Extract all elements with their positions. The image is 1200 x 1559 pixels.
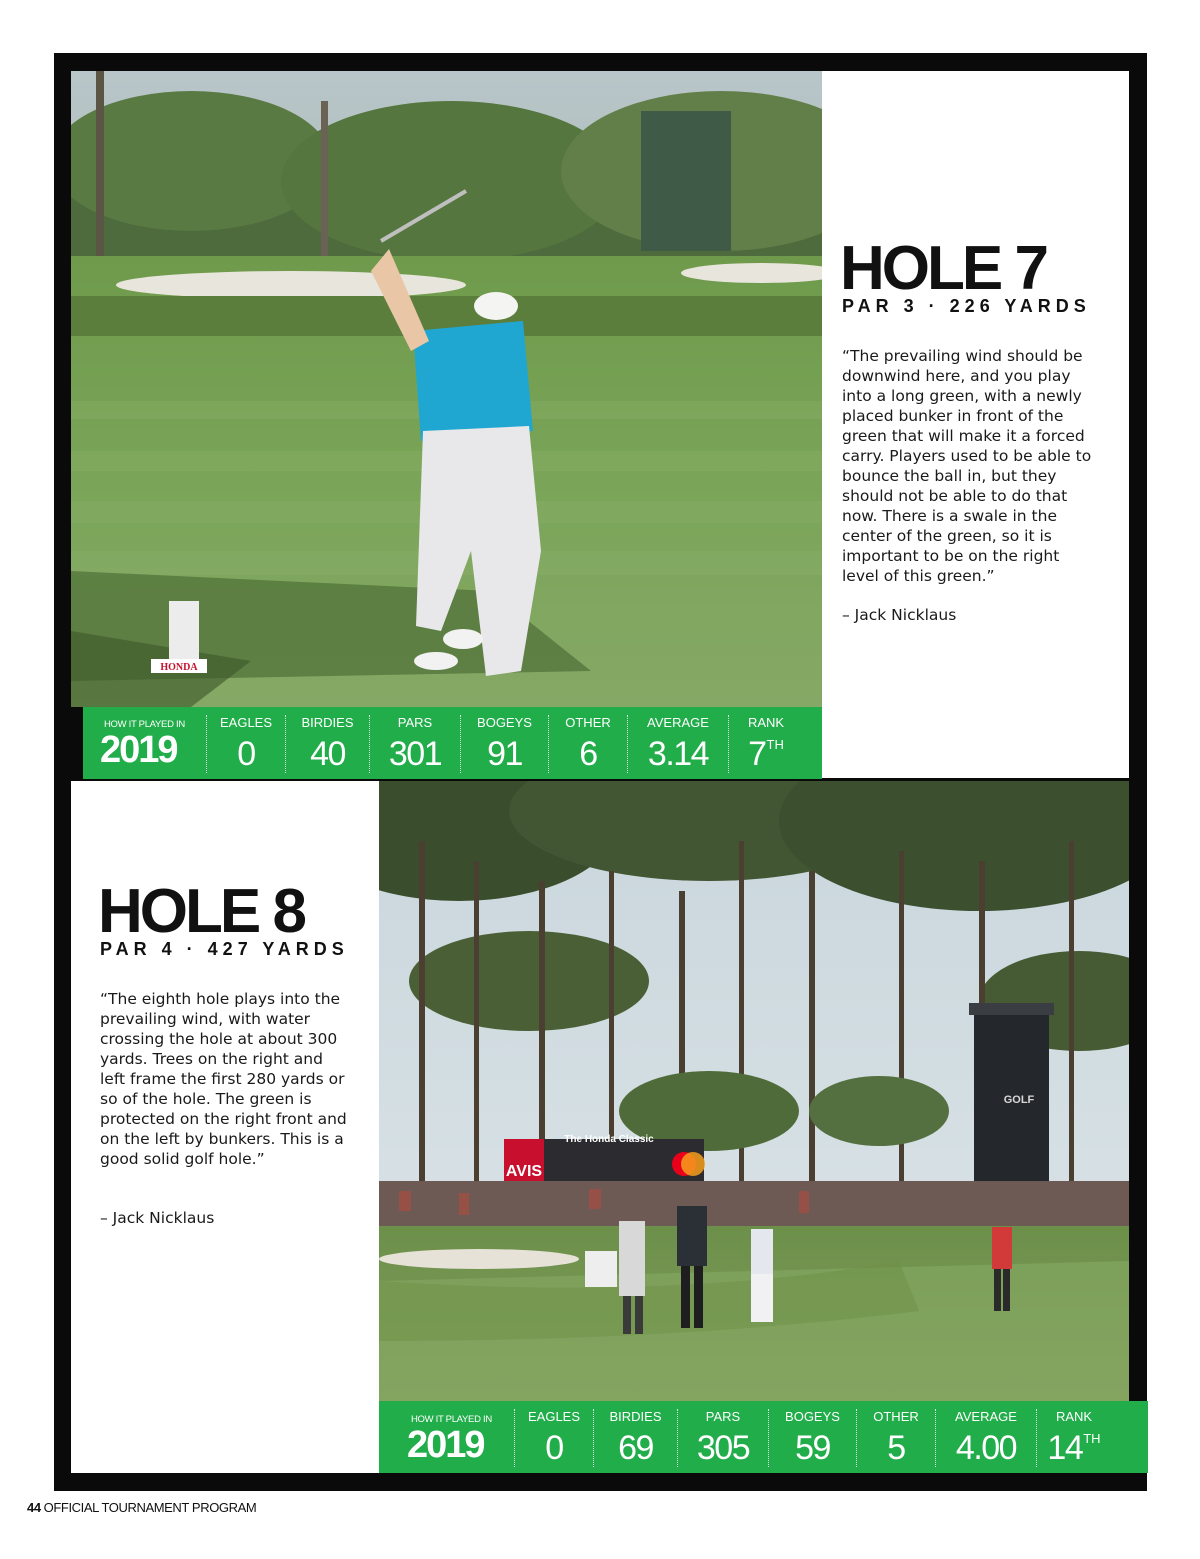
rank-label: RANK (747, 715, 785, 730)
hole8-stat-other (857, 1401, 935, 1473)
hole7-stats-bar (83, 707, 822, 779)
rank-suffix: TH (1083, 1431, 1101, 1446)
hole8-stats-bar (379, 1401, 1148, 1473)
other-value: 5 (887, 1429, 905, 1467)
hole8-stat-eagles (515, 1401, 593, 1473)
average-value: 4.00 (955, 1429, 1017, 1467)
hole8-year: 2019 (407, 1424, 484, 1466)
eagles-value: 0 (545, 1429, 563, 1467)
eagles-value: 0 (237, 735, 255, 773)
hole7-photo (71, 71, 822, 707)
rank-label: RANK (1055, 1409, 1093, 1424)
eagles-label: EAGLES (527, 1409, 581, 1424)
rank-value: 14TH (1047, 1429, 1101, 1467)
eagles-label: EAGLES (219, 715, 273, 730)
pars-label: PARS (397, 715, 433, 730)
hole7-stat-eagles (207, 707, 285, 779)
pars-value: 301 (388, 735, 442, 773)
hole8-stat-average (936, 1401, 1036, 1473)
page-footer (27, 1500, 256, 1515)
hole8-photo (379, 781, 1129, 1473)
rank-suffix: TH (766, 737, 784, 752)
birdies-value: 40 (310, 735, 345, 773)
hole8-stat-pars (678, 1401, 768, 1473)
pars-label: PARS (705, 1409, 741, 1424)
birdies-label: BIRDIES (301, 715, 354, 730)
other-label: OTHER (873, 1409, 919, 1424)
avis-sign: AVIS (505, 1163, 543, 1180)
rank-value: 7TH (748, 735, 784, 773)
page-number: 44 (27, 1500, 41, 1515)
hole8-title: HOLE 8 (98, 877, 304, 946)
bogeys-label: BOGEYS (785, 1409, 840, 1424)
scoreboard-sign: The Honda Classic (564, 1134, 654, 1145)
hole7-attribution: – Jack Nicklaus (842, 606, 957, 624)
average-value: 3.14 (647, 735, 709, 773)
hole7-stat-birdies (286, 707, 369, 779)
other-value: 6 (579, 735, 597, 773)
hole7-stat-rank (729, 707, 803, 779)
birdies-value: 69 (618, 1429, 653, 1467)
hole8-stat-bogeys (769, 1401, 856, 1473)
hole8-stat-birdies (594, 1401, 677, 1473)
hole7-subtitle: PAR 3 · 226 YARDS (842, 296, 1091, 316)
hole8-attribution: – Jack Nicklaus (100, 1209, 215, 1227)
golf-tower-sign: GOLF (1003, 1094, 1035, 1106)
birdies-label: BIRDIES (609, 1409, 662, 1424)
bogeys-value: 59 (795, 1429, 830, 1467)
hole7-stat-average (628, 707, 728, 779)
bogeys-label: BOGEYS (477, 715, 532, 730)
hole7-stat-other (549, 707, 627, 779)
average-label: AVERAGE (647, 715, 709, 730)
hole8-year-label: HOW IT PLAYED IN (411, 1414, 492, 1425)
average-label: AVERAGE (955, 1409, 1017, 1424)
hole7-stat-bogeys (461, 707, 548, 779)
other-label: OTHER (565, 715, 611, 730)
hole7-year: 2019 (100, 729, 177, 771)
hole7-quote: “The prevailing wind should be downwind here, and you play into a long green, with a newly placed bunker in front of the green that will make it a forced carry. Players used to be able to bounce the ball in, but they should not be able to do that now. There is a swale in the center of the green, so it is important to be on the right level of this green.” (842, 347, 1092, 585)
hole7-year-label: HOW IT PLAYED IN (104, 719, 185, 730)
hole7-title: HOLE 7 (840, 234, 1046, 303)
hole8-subtitle: PAR 4 · 427 YARDS (100, 939, 349, 959)
bogeys-value: 91 (487, 735, 522, 773)
hole8-stat-rank (1037, 1401, 1111, 1473)
publication-name: OFFICIAL TOURNAMENT PROGRAM (43, 1500, 257, 1515)
pars-value: 305 (696, 1429, 750, 1467)
tee-marker-sign: HONDA (160, 662, 198, 673)
hole7-stat-pars (370, 707, 460, 779)
hole8-quote: “The eighth hole plays into the prevailing wind, with water crossing the hole at about 300 yards. Trees on the right and left frame the first 280 yards or so of the hole. The green is protected on the right front and on the left by bunkers. This is a good solid golf hole.” (100, 990, 347, 1168)
